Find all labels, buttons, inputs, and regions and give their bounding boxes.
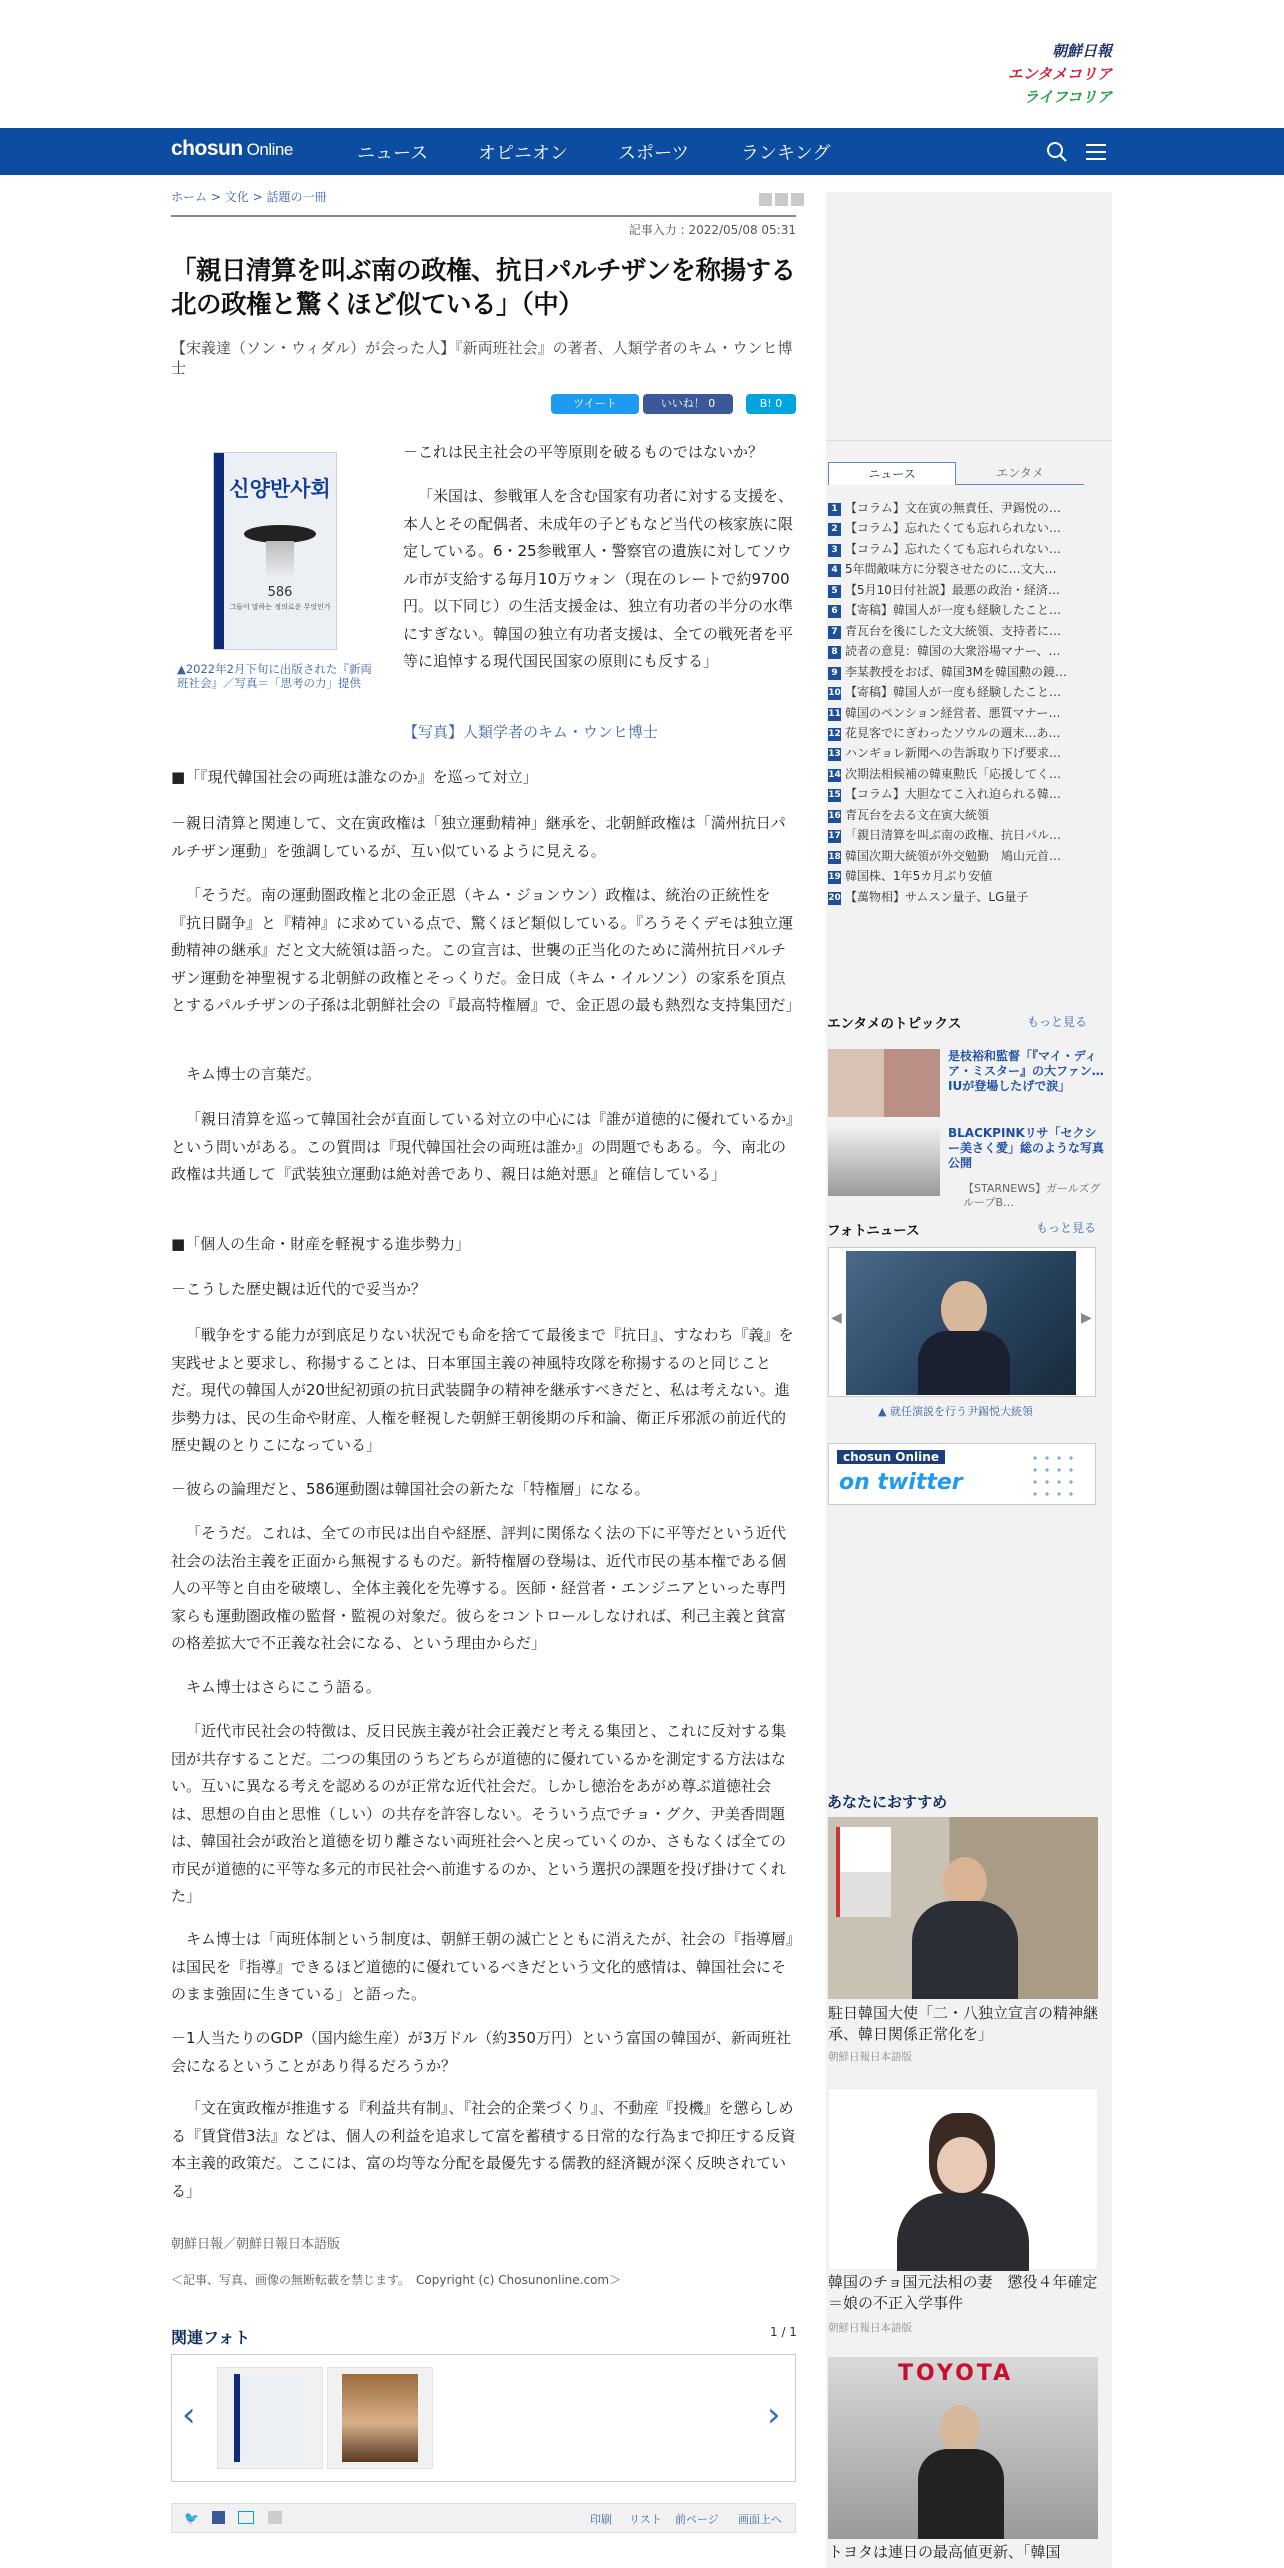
article-paragraph: －これは民主社会の平等原則を破るものではないか？ bbox=[403, 443, 764, 461]
group-logos[interactable] bbox=[1008, 40, 1112, 109]
article-paragraph: キム博士の言葉だ。 bbox=[186, 1065, 321, 1083]
chevron-left-icon[interactable]: ‹ bbox=[182, 2395, 196, 2435]
ranking-item[interactable] bbox=[828, 561, 1108, 577]
ent-topics-title: エンタメのトピックス bbox=[827, 1016, 962, 1032]
ranking-number-badge: 8 bbox=[828, 646, 841, 659]
rec-image-3[interactable]: TOYOTA bbox=[828, 2357, 1098, 2539]
hatena-icon[interactable] bbox=[238, 2511, 254, 2524]
breadcrumb-section[interactable]: 文化 bbox=[224, 190, 249, 204]
photo-news-caption[interactable]: ▲ 就任演説を行う尹錫悦大統領 bbox=[878, 1405, 1033, 1418]
article-paragraph: キム博士は「両班体制という制度は、朝鮮王朝の滅亡とともに消えたが、社会の『指導層』は国民を『指導』できるほど道徳的に優れているべきだという文化的感情は、韓国社会にそのまま強固に生きている」と語った。 bbox=[171, 1930, 794, 2003]
ranking-number-badge: 20 bbox=[828, 892, 841, 903]
ranking-number-badge: 4 bbox=[828, 564, 841, 577]
article-paragraph: 「戦争をする能力が到底足りない状況でも命を捨てて最後まで『抗日』、すなわち『義』を実践せよと要求し、称揚することは、日本軍国主義の神風特攻隊を称揚するのと同じことだ。現代の韓国人が20世紀初頭の抗日武装闘争の精神を継承すべきだと、私は考えない。進歩勢力は、民の生命や財産、人権を軽視した朝鮮王朝後期の斥和論、衛正斥邪派の前近代的歴史観のとりこになっている」 bbox=[171, 1326, 794, 1454]
photo-link[interactable]: 【写真】人類学者のキム・ウンヒ博士 bbox=[403, 723, 658, 741]
related-thumb-portrait[interactable] bbox=[327, 2367, 433, 2469]
footer-print[interactable]: 印刷 bbox=[590, 2513, 612, 2526]
photo-news-image[interactable] bbox=[846, 1251, 1076, 1395]
tweet-button[interactable]: ツイート bbox=[551, 394, 639, 414]
title-rule bbox=[171, 215, 796, 217]
ranking-item[interactable] bbox=[828, 520, 1108, 536]
chevron-left-icon[interactable]: ◀ bbox=[831, 1310, 842, 1326]
ranking-item-label: 青瓦台を去る文在寅大統領 bbox=[845, 807, 990, 822]
ent-link-2[interactable]: BLACKPINKリサ「セクシー美さく愛」総のような写真公開 bbox=[948, 1126, 1105, 1170]
ranking-item-label: 【萬物相】サムスン量子、LG量子 bbox=[845, 889, 1029, 904]
related-photos-count: 1 / 1 bbox=[770, 2325, 797, 2339]
ranking-item[interactable] bbox=[828, 500, 1108, 516]
font-smaller-icon[interactable] bbox=[759, 193, 772, 206]
ranking-item-label: 韓国のペンション経営者、悪質マナー… bbox=[845, 705, 1061, 720]
article-title: 「親日清算を叫ぶ南の政権、抗日パルチザンを称揚する北の政権と驚くほど似ている」（中） bbox=[171, 256, 796, 320]
ranking-number-badge: 7 bbox=[828, 626, 841, 639]
ranking-number-badge: 2 bbox=[828, 523, 841, 536]
clip-icon[interactable] bbox=[268, 2511, 282, 2524]
article-subtitle: 【宋義達（ソン・ウィダル）が会った人】『新両班社会』の著者、人類学者のキム・ウンヒ博士 bbox=[171, 339, 793, 377]
ranking-item-label: 韓国次期大統領が外交勉勤 鳩山元首… bbox=[845, 848, 1062, 863]
ranking-number-badge: 5 bbox=[828, 585, 841, 598]
article-paragraph: キム博士はさらにこう語る。 bbox=[186, 1678, 381, 1696]
footer-prev[interactable]: 前ページ bbox=[675, 2513, 719, 2526]
ranking-item[interactable] bbox=[828, 582, 1108, 598]
ranking-number-badge: 9 bbox=[828, 667, 841, 680]
font-size-tools bbox=[756, 191, 804, 210]
article-paragraph: 「親日清算を巡って韓国社会が直面している対立の中心には『誰が道徳的に優れているか』という問いがある。この質問は『現代韓国社会の両班は誰か』の問題でもある。今、南北の政権は共通して『武装独立運動は絶対善であり、親日は絶対悪』と確信している」 bbox=[171, 1110, 794, 1183]
photo-news-title: フォトニュース bbox=[827, 1223, 920, 1239]
ranking-number-badge: 18 bbox=[828, 851, 841, 862]
related-thumb-book[interactable] bbox=[217, 2367, 323, 2469]
ranking-item-label: 【5月10日付社説】最悪の政治・経済… bbox=[845, 582, 1060, 597]
article-footer-bar bbox=[171, 2503, 796, 2533]
ent-thumb-1[interactable] bbox=[828, 1049, 940, 1117]
like-button[interactable]: いいね！ 0 bbox=[643, 394, 733, 414]
nav-opinion[interactable]: オピニオン bbox=[478, 143, 568, 164]
footer-list[interactable]: リスト bbox=[629, 2513, 662, 2526]
article-paragraph: 「そうだ。南の運動圏政権と北の金正恩（キム・ジョンウン）政権は、統治の正統性を『抗日闘争』と『精神』に求めている点で、驚くほど類似している。『ろうそくデモは独立運動精神の継承』だと文大統領は語った。この宣言は、世襲の正当化のために満州抗日パルチザン運動を神聖視する北朝鮮の政権とそっくりだ。金日成（キム・イルソン）の家系を頂点とするパルチザンの子孫は北朝鮮社会の『最高特権層』で、金正恩の最も熱烈な支持集団だ」 bbox=[171, 886, 801, 1014]
section-heading: ■「個人の生命・財産を軽視する進歩勢力」 bbox=[171, 1235, 471, 1253]
ranking-number-badge: 11 bbox=[828, 708, 841, 719]
rec-link-3[interactable]: トヨタは連日の最高値更新、「韓国 bbox=[828, 2543, 1061, 2561]
ranking-item[interactable] bbox=[828, 745, 1108, 761]
ranking-item[interactable] bbox=[828, 868, 1108, 884]
article-date: 記事入力 : 2022/05/08 05:31 bbox=[628, 223, 796, 237]
related-photos-carousel bbox=[171, 2354, 796, 2482]
breadcrumb: ホーム > 文化 > 話題の一冊 bbox=[171, 190, 327, 204]
main-nav bbox=[0, 128, 1284, 175]
ranking-box bbox=[826, 440, 1112, 441]
ranking-item-label: 【コラム】忘れたくても忘れられない… bbox=[845, 521, 1061, 536]
ranking-item[interactable] bbox=[828, 848, 1108, 864]
article-paragraph: 「そうだ。これは、全ての市民は出自や経歴、評判に関係なく法の下に平等だという近代社会の法治主義を正面から無視するものだ。新特権層の登場は、近代市民の基本権である個人の平等と自由を破壊し、全体主義化を先導する。医師・経営者・エンジニアといった専門家らも運動圏政権の監督・監視の対象だ。彼らをコントロールしなければ、利己主義と貧富の格差拡大で不正義な社会になる、という理由からだ」 bbox=[171, 1524, 787, 1652]
ranking-item-label: 【コラム】大胆なてこ入れ迫られる韓… bbox=[845, 787, 1061, 802]
ranking-item[interactable] bbox=[828, 705, 1108, 721]
ranking-item-label: 【寄稿】韓国人が一度も経験したこと… bbox=[845, 603, 1062, 618]
article-paragraph: －親日清算と関連して、文在寅政権は「独立運動精神」継承を、北朝鮮政権は「満州抗日パルチザン運動」を強調しているが、互い似ているように見える。 bbox=[171, 814, 786, 860]
search-icon[interactable] bbox=[1046, 141, 1068, 163]
rec-source-1: 朝鮮日報日本語版 bbox=[828, 2051, 912, 2063]
ranking-item[interactable] bbox=[828, 725, 1108, 741]
ranking-item[interactable] bbox=[828, 602, 1108, 618]
ranking-number-badge: 1 bbox=[828, 503, 841, 516]
breadcrumb-home[interactable]: ホーム bbox=[171, 190, 208, 204]
book-cover-image[interactable]: 신양반사회 586 그들이 말하는 정의로운 무엇인가 bbox=[213, 452, 337, 650]
ranking-number-badge: 17 bbox=[828, 831, 841, 842]
ranking-number-badge: 15 bbox=[828, 790, 841, 801]
ranking-item-label: 「親日清算を叫ぶ南の政権、抗日パル… bbox=[845, 828, 1062, 843]
menu-icon[interactable] bbox=[1086, 142, 1108, 162]
footer-top[interactable]: 画面上へ bbox=[738, 2513, 782, 2526]
ranking-item-label: 5年間敵味方に分裂させたのに…文大… bbox=[845, 562, 1057, 577]
more-link-ent[interactable]: もっと見る bbox=[1027, 1015, 1088, 1029]
article-paragraph: －1人当たりのGDP（国内総生産）が3万ドル（約350万円）という富国の韓国が、新両班社会になるということがあり得るだろうか？ bbox=[171, 2029, 791, 2075]
twitter-icon[interactable]: 🐦 bbox=[184, 2511, 199, 2525]
ranking-number-badge: 10 bbox=[828, 688, 841, 699]
chevron-right-icon[interactable]: › bbox=[767, 2395, 781, 2435]
ranking-item-label: 【寄稿】韓国人が一度も経験したこと… bbox=[845, 685, 1062, 700]
ranking-item[interactable] bbox=[828, 541, 1108, 557]
ent-thumb-2[interactable] bbox=[828, 1128, 940, 1196]
ranking-item-label: 【コラム】文在寅の無責任、尹錫悦の… bbox=[845, 501, 1061, 515]
ranking-item[interactable] bbox=[828, 827, 1108, 843]
ranking-item[interactable] bbox=[828, 664, 1108, 680]
ranking-item[interactable] bbox=[828, 786, 1108, 802]
facebook-icon[interactable] bbox=[212, 2511, 225, 2524]
article-paragraph: 「近代市民社会の特徴は、反日民族主義が社会正義だと考える集団と、これに反対する集団が共存することだ。二つの集団のうちどちらが道徳的に優れているかを測定する方法はない。互いに異なる考えを認めるのが正常な近代社会だ。しかし徳治をあがめ尊ぶ道徳社会は、思想の自由と思惟（しい）の共存を許容しない。そういう点でチョ・グク、尹美香問題は、韓国社会が政治と道徳を切り離さない両班社会へと戻っていくのか、さもなくば全ての市民が道徳的に平等な多元的市民社会へ前進するのか、という選択の課題を投げ掛けてくれた」 bbox=[171, 1722, 787, 1905]
rec-source-2: 朝鮮日報日本語版 bbox=[828, 2322, 912, 2334]
ranking-item-label: 読者の意見：韓国の大衆浴場マナー、… bbox=[845, 644, 1061, 659]
breadcrumb-topic[interactable]: 話題の一冊 bbox=[266, 190, 327, 204]
ranking-item-label: 【コラム】忘れたくても忘れられない… bbox=[845, 541, 1061, 556]
ent-small-text[interactable]: 【STARNEWS】ガールズグループB… bbox=[963, 1182, 1101, 1209]
logo-chosun-ilbo[interactable]: 朝鮮日報 bbox=[1051, 42, 1112, 60]
ranking-number-badge: 12 bbox=[828, 728, 841, 739]
ranking-item[interactable] bbox=[828, 766, 1108, 782]
tab-entame[interactable]: エンタメ bbox=[956, 462, 1084, 485]
nav-sports[interactable]: スポーツ bbox=[618, 143, 690, 164]
hatena-button[interactable]: B! 0 bbox=[746, 394, 796, 414]
tab-news[interactable]: ニュース bbox=[828, 462, 956, 485]
ranking-number-badge: 19 bbox=[828, 872, 841, 883]
rec-image-2[interactable] bbox=[828, 2088, 1098, 2270]
brand-logo[interactable]: chosun Online bbox=[171, 137, 293, 160]
article-paragraph: 「文在寅政権が推進する『利益共有制』、『社会的企業づくり』、不動産『投機』を懲らしめる『賃貸借3法』などは、個人の利益を追求して富を蓄積する日常的な行為まで抑圧する反資本主義的政策だ。ここには、富の均等な分配を最優先する儒教的経済観が深く反映されている」 bbox=[171, 2099, 796, 2200]
article-paragraph: 「米国は、参戦軍人を含む国家有功者に対する支援を、本人とその配偶者、未成年の子どもなど当代の核家族に限定している。6・25参戦軍人・警察官の遺族に対してソウル市が支給する毎月10万ウォン（現在のレートで約9700円。以下同じ）の生活支援金は、独立有功者の半分の水準にすぎない。韓国の独立有功者支援は、全ての戦死者を平等に追悼する現代国民国家の原則にも反する」 bbox=[403, 487, 794, 670]
article-paragraph: －彼らの論理だと、586運動圏は韓国社会の新たな「特権層」になる。 bbox=[171, 1480, 650, 1498]
ranking-number-badge: 6 bbox=[828, 605, 841, 618]
ranking-item-label: 李某教授をおば、韓国3Mを韓国勲の鏡… bbox=[845, 664, 1067, 679]
rec-image-1[interactable] bbox=[828, 1817, 1098, 1999]
font-larger-icon[interactable] bbox=[775, 193, 788, 206]
ranking-item[interactable] bbox=[828, 807, 1108, 823]
bird-decoration-icon bbox=[1029, 1452, 1081, 1496]
photo-news-carousel bbox=[828, 1247, 1096, 1397]
ranking-number-badge: 3 bbox=[828, 544, 841, 557]
logo-entame-korea[interactable]: エンタメコリア bbox=[1007, 65, 1112, 83]
nav-news[interactable]: ニュース bbox=[357, 143, 429, 164]
ranking-item-label: 青瓦台を後にした文大統領、支持者に… bbox=[845, 623, 1062, 638]
ranking-item[interactable] bbox=[828, 684, 1108, 700]
ranking-item-label: 韓国株、1年5カ月ぶり安値 bbox=[845, 869, 993, 884]
logo-life-korea[interactable]: ライフコリア bbox=[1023, 88, 1112, 106]
more-link-photo[interactable]: もっと見る bbox=[1036, 1221, 1097, 1235]
ranking-item-label: 花見客でにぎわったソウルの週末…あ… bbox=[845, 725, 1061, 740]
rec-link-1[interactable]: 駐日韓国大使「二・八独立宣言の精神継承、韓日関係正常化を」 bbox=[828, 2004, 1099, 2043]
article-paragraph: －こうした歴史観は近代的で妥当か？ bbox=[171, 1280, 427, 1298]
nav-ranking[interactable]: ランキング bbox=[741, 143, 831, 164]
rec-link-2[interactable]: 韓国のチョ国元法相の妻 懲役４年確定＝娘の不正入学事件 bbox=[828, 2273, 1098, 2312]
byline: 朝鮮日報／朝鮮日報日本語版 bbox=[171, 2237, 341, 2252]
chevron-right-icon[interactable]: ▶ bbox=[1081, 1310, 1092, 1326]
ent-link-1[interactable]: 是枝裕和監督「『マイ・ディア・ミスター』の大ファン…IUが登場したげで涙」 bbox=[948, 1049, 1104, 1093]
ranking-item[interactable] bbox=[828, 643, 1108, 659]
ranking-item[interactable] bbox=[828, 623, 1108, 639]
copyright: ＜記事、写真、画像の無断転載を禁じます。 Copyright (c) Chosunonline.com＞ bbox=[171, 2273, 622, 2287]
ranking-item[interactable] bbox=[828, 889, 1108, 905]
section-heading: ■「『現代韓国社会の両班は誰なのか』を巡って対立」 bbox=[171, 768, 538, 786]
ranking-number-badge: 16 bbox=[828, 810, 841, 821]
related-photos-title: 関連フォト bbox=[171, 2328, 251, 2347]
print-icon[interactable] bbox=[791, 193, 804, 206]
ranking-number-badge: 13 bbox=[828, 749, 841, 760]
ranking-number-badge: 14 bbox=[828, 769, 841, 780]
twitter-banner[interactable]: chosun Online on twitter bbox=[828, 1443, 1096, 1505]
ranking-item-label: 次期法相候補の韓東勲氏「応援してく… bbox=[845, 766, 1062, 781]
ranking-item-label: ハンギョレ新聞への告訴取り下げ要求… bbox=[845, 746, 1062, 761]
recommend-title: あなたにおすすめ bbox=[827, 1793, 948, 1811]
photo-caption: ▲2022年2月下旬に出版された『新両班社会』／写真＝「思考の力」提供 bbox=[177, 662, 372, 690]
